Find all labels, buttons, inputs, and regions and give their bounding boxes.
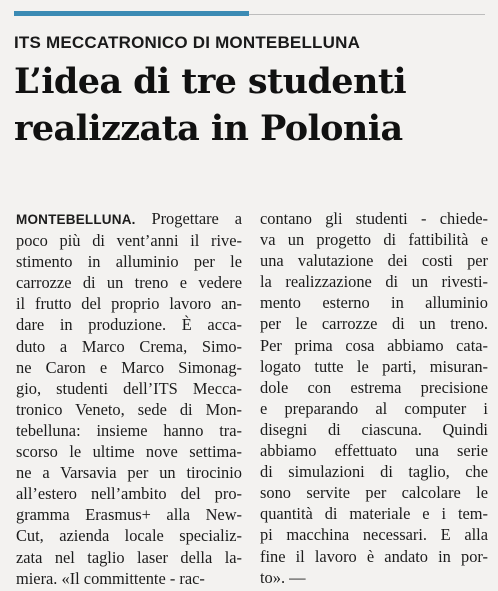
body-text-line: Per prima cosa abbiamo cata- xyxy=(260,335,488,355)
article-dateline: MONTEBELLUNA. xyxy=(16,212,136,227)
body-text-line: tebelluna: insieme hanno tra- xyxy=(16,420,242,440)
body-text-line: gramma Erasmus+ alla New- xyxy=(16,505,242,525)
body-text-line: gio, studenti dell’ITS Mecca- xyxy=(16,378,242,398)
body-text-line: to». — xyxy=(260,567,306,587)
body-text-line: disegni di ciascuna. Quindi xyxy=(260,419,488,439)
body-text-line: duto a Marco Crema, Simo- xyxy=(16,336,242,356)
body-text-line: ne Caron e Marco Simonag- xyxy=(16,357,242,377)
body-text-line: sono servite per calcolare le xyxy=(260,483,488,503)
body-text-line: scorso le ultime nove settima- xyxy=(16,442,242,462)
body-text-line: ne a Varsavia per un tirocinio xyxy=(16,463,242,483)
body-text-line: tronico Veneto, sede di Mon- xyxy=(16,399,242,419)
body-text-line: Cut, azienda locale specializ- xyxy=(16,526,242,546)
body-text-line: quantità di materiale e i tem- xyxy=(260,504,488,524)
body-text-line: abbiamo effettuato una serie xyxy=(260,441,488,461)
article-body-right-column xyxy=(260,208,488,588)
body-text-line: fine il lavoro è andato in por- xyxy=(260,546,488,566)
headline-line: L’idea di tre studenti xyxy=(14,61,407,102)
body-text-line: all’estero nell’ambito del pro- xyxy=(16,484,242,504)
body-text-line: per le carrozze di un treno. xyxy=(260,314,488,334)
body-text-line: carrozze di un treno e vedere xyxy=(16,273,242,293)
body-text-line: va un progetto di fattibilità e xyxy=(260,230,488,250)
body-text-line: logato tutte le parti, misuran- xyxy=(260,356,488,376)
body-text-line: mento esterno in alluminio xyxy=(260,293,488,313)
body-text-line: una valutazione dei costi per xyxy=(260,251,488,271)
body-text-line: pi macchina necessari. E alla xyxy=(260,525,488,545)
body-text-line: la realizzazione di un rivesti- xyxy=(260,272,488,292)
body-text-line: e preparando al computer i xyxy=(260,398,488,418)
article-kicker: ITS MECCATRONICO DI MONTEBELLUNA xyxy=(14,33,361,52)
section-divider-line xyxy=(249,14,485,15)
body-text-line: zata nel taglio laser della la- xyxy=(16,547,242,567)
body-text-line: dole con estrema precisione xyxy=(260,377,488,397)
headline-line: realizzata in Polonia xyxy=(14,108,403,149)
section-accent-rule xyxy=(14,11,249,16)
body-text-line: il frutto del proprio lavoro an- xyxy=(16,294,242,314)
body-text-line: poco più di vent’anni il rive- xyxy=(16,231,242,251)
body-first-line xyxy=(16,208,242,230)
body-text-line: di simulazioni di taglio, che xyxy=(260,462,488,482)
body-text-start: Progettare a xyxy=(135,209,242,228)
body-text-line: stimento in alluminio per le xyxy=(16,252,242,272)
article-body-left-column xyxy=(16,208,242,589)
article-headline xyxy=(14,58,492,152)
body-text-line: contano gli studenti - chiede- xyxy=(260,209,488,228)
body-text-line: miera. «Il committente - rac- xyxy=(16,568,205,588)
body-text-line: dare in produzione. È acca- xyxy=(16,315,242,335)
